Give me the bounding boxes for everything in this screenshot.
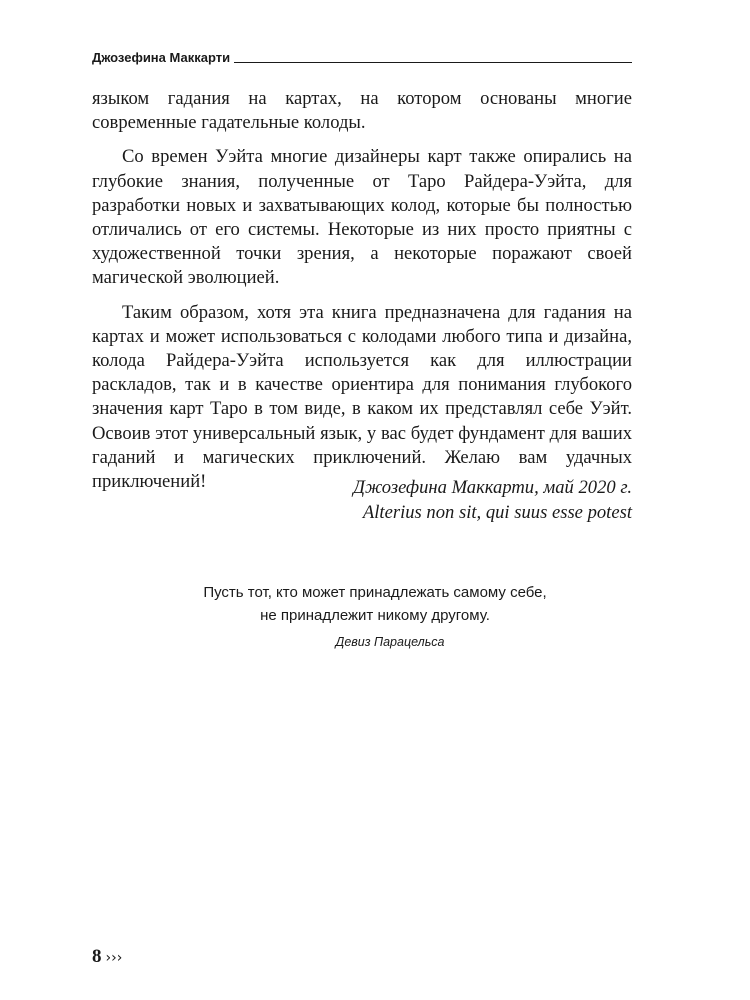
epigraph-line: не принадлежит никому другому. (260, 606, 490, 624)
running-head-author: Джозефина Маккарти (92, 50, 231, 65)
epigraph (92, 582, 658, 649)
signature-author-date: Джозефина Маккарти, май 2020 г. (353, 477, 632, 498)
body-text (92, 87, 632, 504)
epigraph-line: Пусть тот, кто может принадлежать самому себе, (203, 584, 547, 601)
signature (353, 476, 632, 525)
chevrons-right-icon: ››› (105, 950, 123, 966)
running-head-rule (234, 62, 632, 63)
signature-motto: Alterius non sit, qui suus esse potest (362, 501, 632, 523)
page-number-footer (92, 946, 122, 968)
paragraph: Таким образом, хотя эта книга предназначена для гадания на картах и может использоваться с колодами любого типа и дизайна, колода Райдера-Уэйта используется как для иллюстрации раскладов, так и в качестве ориентира для понимания глубокого значения карт Таро в том виде, в каком их представлял себе Уэйт. Освоив этот универсальный язык, у вас будет фундамент для ваших гаданий и магических приключений. Желаю вам удачных приключений! (92, 301, 632, 493)
paragraph: языком гадания на картах, на котором основаны многие современные гадательные колоды. (92, 88, 632, 134)
epigraph-source: Девиз Парацельса (335, 635, 445, 649)
paragraph: Со времен Уэйта многие дизайнеры карт также опирались на глубокие знания, полученные от Таро Райдера-Уэйта, для разработки новых и захватывающих колод, которые бы полностью отличались от его системы. Некоторые из них просто приятны с художественной точки зрения, а некоторые поражают своей магической эволюцией. (92, 146, 632, 289)
page-number: 8 (92, 946, 102, 967)
running-head (92, 50, 632, 66)
